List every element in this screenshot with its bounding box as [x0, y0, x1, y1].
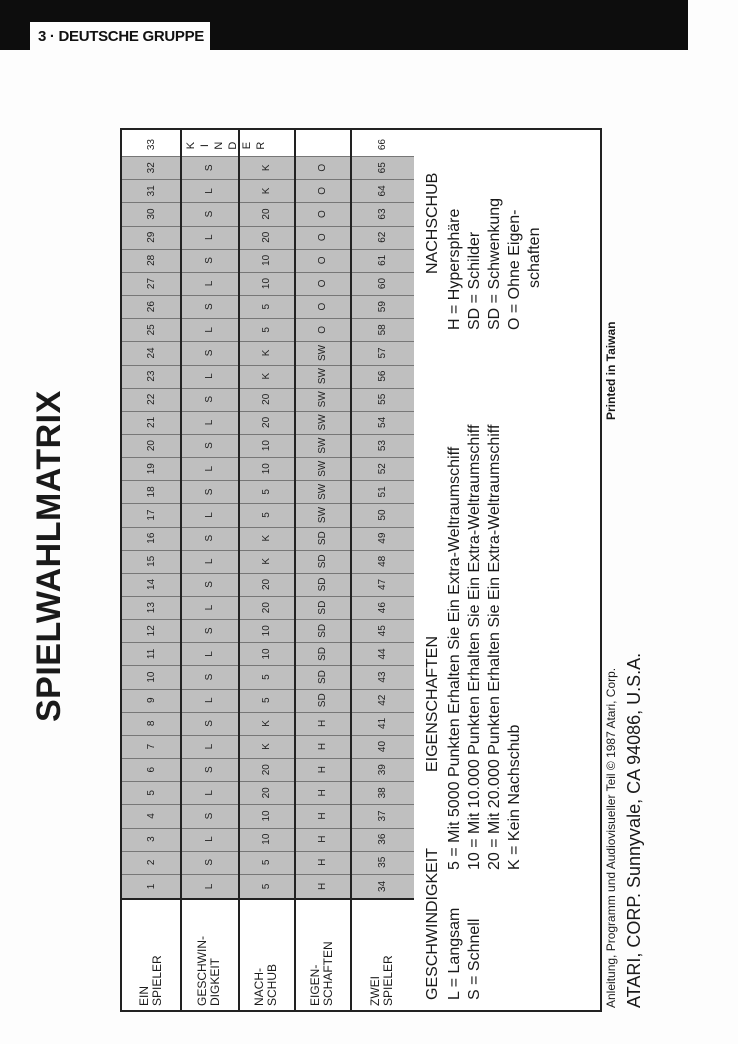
matrix-cell: L [180, 596, 238, 620]
copyright-line: Anleitung, Programm und Audiovisueller Teil © 1987 Atari, Corp. [604, 667, 618, 1008]
row-divider [238, 130, 240, 1010]
row-label-line: GESCHWIN- [195, 936, 209, 1006]
matrix-cell: O [294, 226, 350, 250]
matrix-cell: 38 [350, 781, 414, 805]
matrix-cell: 36 [350, 828, 414, 852]
row-label-line: SPIELER [150, 955, 164, 1006]
matrix-cell: L [180, 642, 238, 666]
matrix-cell: 5 [238, 666, 294, 690]
matrix-cell: 10 [238, 804, 294, 828]
section-label: 3 · DEUTSCHE GRUPPE [38, 28, 204, 45]
legend-supply-item: SD = Schilder [466, 231, 483, 330]
legend-supply-item: O = Ohne Eigen- [506, 209, 523, 330]
matrix-cell: 5 [238, 503, 294, 527]
legend-supply-item: SD = Schwenkung [486, 197, 503, 330]
matrix-cell: S [180, 388, 238, 412]
matrix-cell: 7 [122, 735, 180, 759]
matrix-cell: 60 [350, 272, 414, 296]
matrix-cell: L [180, 875, 238, 898]
matrix-cell: SD [294, 550, 350, 574]
matrix-cell: H [294, 851, 350, 875]
matrix-cell: 20 [238, 411, 294, 435]
row-divider [180, 130, 182, 1010]
matrix-cell: 4 [122, 804, 180, 828]
matrix-cell: K [238, 550, 294, 574]
kinder-label [184, 140, 268, 152]
matrix-cell: S [180, 156, 238, 180]
matrix-cell: 43 [350, 666, 414, 690]
row-label-line: ZWEI [368, 976, 382, 1006]
row-label [122, 898, 180, 1010]
matrix-cell: L [180, 272, 238, 296]
row-label-line: SPIELER [381, 955, 395, 1006]
row-divider [350, 130, 352, 1010]
matrix-cell: SW [294, 503, 350, 527]
kinder-letter: N [213, 141, 225, 150]
matrix-cell: H [294, 781, 350, 805]
row-label-line: DIGKEIT [208, 957, 222, 1006]
publisher-address: ATARI, CORP. Sunnyvale, CA 94086, U.S.A. [624, 652, 644, 1008]
legend-speed-item: S = Schnell [466, 918, 483, 1000]
matrix-cell: 37 [350, 804, 414, 828]
matrix-cell: 40 [350, 735, 414, 759]
matrix-cell: 32 [122, 156, 180, 180]
matrix-cell: SW [294, 434, 350, 458]
matrix-cell: 20 [122, 434, 180, 458]
matrix-cell: 5 [238, 689, 294, 713]
matrix-cell: 11 [122, 642, 180, 666]
matrix-cell: 8 [122, 712, 180, 736]
matrix-cell: 45 [350, 619, 414, 643]
legend-features-item: 5 = Mit 5000 Punkten Erhalten Sie Ein Extra-Weltraumschiff [446, 446, 463, 870]
matrix-cell: 17 [122, 503, 180, 527]
matrix-cell: 57 [350, 341, 414, 365]
matrix-cell: L [180, 179, 238, 203]
matrix-cell: 20 [238, 388, 294, 412]
row-divider [294, 130, 296, 1010]
matrix-cell: 42 [350, 689, 414, 713]
legend-supply-heading: NACHSCHUB [424, 172, 441, 274]
matrix-cell: 59 [350, 295, 414, 319]
matrix-cell: K [238, 179, 294, 203]
row-label-line: NACH- [252, 968, 266, 1006]
matrix-cell: 47 [350, 573, 414, 597]
matrix-cell: S [180, 804, 238, 828]
matrix-row-zwei-spieler [350, 130, 414, 1010]
matrix-row-geschwindigkeit [180, 130, 238, 1010]
matrix-cell: 50 [350, 503, 414, 527]
page-title: SPIELWAHLMATRIX [30, 390, 68, 722]
printed-in: Printed in Taiwan [604, 321, 618, 420]
matrix-cell: 15 [122, 550, 180, 574]
matrix-cell: 27 [122, 272, 180, 296]
matrix-cell: 5 [238, 851, 294, 875]
matrix-cell: 23 [122, 365, 180, 389]
matrix-cell: 61 [350, 249, 414, 273]
matrix-cell: SW [294, 341, 350, 365]
matrix-cell: 39 [350, 758, 414, 782]
matrix-cell: S [180, 666, 238, 690]
matrix-cell: 65 [350, 156, 414, 180]
matrix-cell: 64 [350, 179, 414, 203]
matrix-cell: 6 [122, 758, 180, 782]
matrix-cell: 10 [122, 666, 180, 690]
matrix-cell: 20 [238, 758, 294, 782]
matrix-cell: 30 [122, 202, 180, 226]
matrix-cell: L [180, 365, 238, 389]
matrix-row-eigenschaften [294, 130, 350, 1010]
matrix-cell: L [180, 318, 238, 342]
matrix-cell: 20 [238, 781, 294, 805]
matrix-row-nachschub [238, 130, 294, 1010]
legend-speed-heading: GESCHWINDIGKEIT [424, 847, 441, 1000]
matrix-cell: L [180, 411, 238, 435]
kinder-letter: K [185, 141, 197, 150]
matrix-cell: 28 [122, 249, 180, 273]
matrix-cell: 46 [350, 596, 414, 620]
matrix-cell: H [294, 804, 350, 828]
matrix-cell: 5 [238, 295, 294, 319]
matrix-cell: L [180, 550, 238, 574]
legend-features-item: K = Kein Nachschub [506, 724, 523, 870]
matrix-cell: L [180, 457, 238, 481]
legend-features-item: 10 = Mit 10.000 Punkten Erhalten Sie Ein Extra-Weltraumschiff [466, 424, 483, 870]
matrix-cell: 10 [238, 642, 294, 666]
matrix-cell: 31 [122, 179, 180, 203]
matrix-cell: 19 [122, 457, 180, 481]
matrix-cell: K [238, 156, 294, 180]
matrix-cell: 1 [122, 875, 180, 898]
matrix-cell: 58 [350, 318, 414, 342]
row-label [294, 898, 350, 1010]
matrix-cell: 10 [238, 457, 294, 481]
matrix-cell: 51 [350, 480, 414, 504]
row-label-line: EIN [137, 985, 151, 1006]
row-label [238, 898, 294, 1010]
legend-supply-item: H = Hypersphäre [446, 208, 463, 330]
matrix-cell: 54 [350, 411, 414, 435]
matrix-cell: S [180, 341, 238, 365]
matrix-cell: 56 [350, 365, 414, 389]
matrix-cell: K [238, 735, 294, 759]
legend-features-heading: EIGENSCHAFTEN [424, 635, 441, 772]
matrix-cell: S [180, 851, 238, 875]
matrix-cell: 5 [122, 781, 180, 805]
matrix-cell: S [180, 480, 238, 504]
matrix-cell: L [180, 689, 238, 713]
legend-supply-item: schaften [526, 227, 543, 288]
matrix-cell: 25 [122, 318, 180, 342]
matrix-cell: 10 [238, 619, 294, 643]
matrix-cell: SW [294, 411, 350, 435]
matrix-cell: H [294, 712, 350, 736]
row-label [180, 898, 238, 1010]
matrix-cell: O [294, 318, 350, 342]
matrix-cell: 48 [350, 550, 414, 574]
matrix-cell: SD [294, 596, 350, 620]
matrix-cell: S [180, 573, 238, 597]
matrix-cell: S [180, 295, 238, 319]
matrix-cell: 13 [122, 596, 180, 620]
matrix-cell: H [294, 758, 350, 782]
kinder-letter: D [227, 141, 239, 150]
matrix-cell: L [180, 503, 238, 527]
matrix-cell: 41 [350, 712, 414, 736]
matrix-cell: 24 [122, 341, 180, 365]
matrix-cell: SD [294, 642, 350, 666]
matrix-cell: S [180, 712, 238, 736]
matrix-cell: SW [294, 365, 350, 389]
matrix-cell: L [180, 781, 238, 805]
row-label-line: SCHAFTEN [321, 941, 335, 1006]
matrix-cell: SW [294, 480, 350, 504]
matrix-cell: 10 [238, 272, 294, 296]
kinder-letter: I [199, 144, 211, 148]
matrix-cell: 66 [350, 133, 414, 157]
matrix-cell: 52 [350, 457, 414, 481]
kinder-letter: E [241, 141, 253, 150]
matrix-cell: 5 [238, 875, 294, 898]
matrix-cell: 20 [238, 202, 294, 226]
matrix-cell: O [294, 202, 350, 226]
matrix-cell: SD [294, 666, 350, 690]
row-label-line: SCHUB [265, 963, 279, 1006]
matrix-cell: 20 [238, 596, 294, 620]
game-selection-matrix [120, 128, 420, 1012]
matrix-cell: K [238, 712, 294, 736]
matrix-cell: 29 [122, 226, 180, 250]
matrix-cell: 21 [122, 411, 180, 435]
matrix-cell: S [180, 249, 238, 273]
matrix-row-ein-spieler [122, 130, 180, 1010]
matrix-cell: H [294, 828, 350, 852]
matrix-cell: 26 [122, 295, 180, 319]
matrix-cell: 18 [122, 480, 180, 504]
matrix-cell: 62 [350, 226, 414, 250]
kinder-letter: R [255, 141, 267, 150]
matrix-cell: 44 [350, 642, 414, 666]
matrix-cell: SD [294, 527, 350, 551]
matrix-cell: 33 [122, 133, 180, 157]
matrix-cell: 10 [238, 249, 294, 273]
matrix-cell: O [294, 179, 350, 203]
matrix-cell: S [180, 202, 238, 226]
matrix-cell: 9 [122, 689, 180, 713]
legend-speed-item: L = Langsam [446, 907, 463, 1000]
legend-features-item: 20 = Mit 20.000 Punkten Erhalten Sie Ein Extra-Weltraumschiff [486, 424, 503, 870]
matrix-cell: 16 [122, 527, 180, 551]
matrix-cell: 5 [238, 318, 294, 342]
matrix-cell: 53 [350, 434, 414, 458]
matrix-cell: L [180, 828, 238, 852]
matrix-cell: 2 [122, 851, 180, 875]
matrix-cell: K [238, 341, 294, 365]
matrix-cell: O [294, 249, 350, 273]
matrix-cell: K [238, 527, 294, 551]
matrix-cell: S [180, 758, 238, 782]
matrix-cell: SD [294, 619, 350, 643]
matrix-cell: 5 [238, 480, 294, 504]
row-label [350, 898, 414, 1010]
legend [416, 128, 602, 1012]
matrix-cell: 20 [238, 573, 294, 597]
matrix-cell: 55 [350, 388, 414, 412]
matrix-cell: 22 [122, 388, 180, 412]
matrix-cell: SW [294, 388, 350, 412]
matrix-cell: 20 [238, 226, 294, 250]
matrix-cell: L [180, 226, 238, 250]
matrix-cell: S [180, 434, 238, 458]
matrix-cell: SD [294, 689, 350, 713]
matrix-cell: S [180, 527, 238, 551]
matrix-cell: 12 [122, 619, 180, 643]
matrix-cell: O [294, 295, 350, 319]
matrix-cell: 10 [238, 434, 294, 458]
matrix-cell: 34 [350, 875, 414, 898]
matrix-cell: S [180, 619, 238, 643]
row-label-line: EIGEN- [308, 964, 322, 1006]
matrix-cell: SW [294, 457, 350, 481]
matrix-cell: H [294, 735, 350, 759]
matrix-cell: L [180, 735, 238, 759]
matrix-cell: 14 [122, 573, 180, 597]
matrix-cell: SD [294, 573, 350, 597]
matrix-cell: 35 [350, 851, 414, 875]
matrix-cell: 3 [122, 828, 180, 852]
matrix-cell: 10 [238, 828, 294, 852]
matrix-cell: 49 [350, 527, 414, 551]
rotated-page [8, 100, 728, 1040]
matrix-cell: H [294, 875, 350, 898]
matrix-cell: K [238, 365, 294, 389]
matrix-cell [294, 133, 350, 157]
matrix-cell: O [294, 272, 350, 296]
matrix-cell: O [294, 156, 350, 180]
matrix-cell: 63 [350, 202, 414, 226]
